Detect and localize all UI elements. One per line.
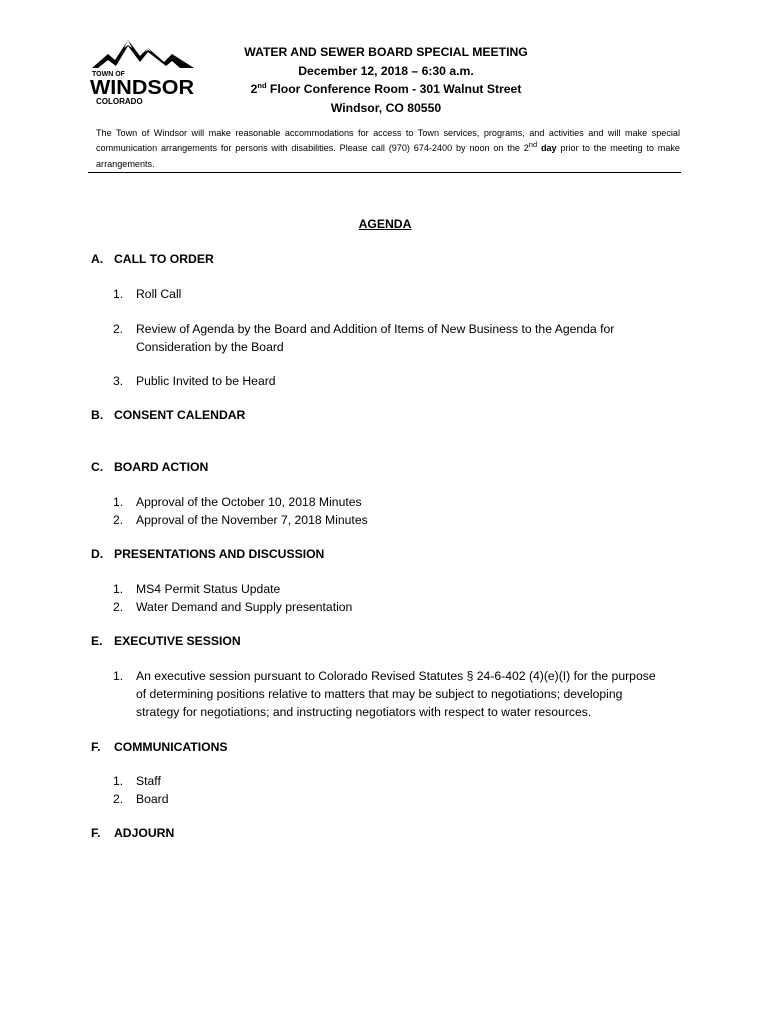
section-letter: E. (91, 634, 103, 648)
item-text: ADJOURN (114, 826, 175, 840)
item-number: 2. (113, 513, 124, 527)
item-text: Board (136, 792, 169, 806)
logo-colorado: COLORADO (96, 97, 143, 106)
item-text: CONSENT CALENDAR (114, 408, 246, 422)
agenda-heading: AGENDA (358, 217, 412, 231)
section-letter: A. (91, 252, 104, 266)
logo-town-of: TOWN OF (92, 71, 125, 78)
item-text: COMMUNICATIONS (114, 740, 228, 754)
item-text: Water Demand and Supply presentation (136, 600, 353, 614)
item-number: 1. (113, 495, 124, 509)
item-text: Roll Call (136, 287, 182, 301)
mountain-range-icon (92, 40, 194, 68)
section-presentations (91, 547, 324, 561)
section-letter: B. (91, 408, 104, 422)
accessibility-notice: The Town of Windsor will make reasonable accommodations for access to Town services, programs, and activities and will make special communication arrangements for persons with disabilities. Please call (970) 674-2400 by noon on the 2nd day prior to the meeting to make arrangements. (96, 128, 680, 169)
item-number: 2. (113, 600, 124, 614)
town-of-windsor-logo (88, 34, 198, 108)
meeting-title: WATER AND SEWER BOARD SPECIAL MEETING (244, 45, 528, 59)
section-board-action (91, 460, 208, 474)
section-letter: F. (91, 826, 101, 840)
item-number: 1. (113, 669, 124, 683)
section-consent-calendar (91, 408, 245, 422)
item-text: Staff (136, 774, 161, 788)
section-letter: D. (91, 547, 104, 561)
item-text: EXECUTIVE SESSION (114, 634, 241, 648)
logo-windsor: WINDSOR (90, 77, 195, 99)
item-text: BOARD ACTION (114, 460, 209, 474)
section-communications (91, 740, 228, 754)
item-number: 1. (113, 287, 124, 301)
item-number: 3. (113, 374, 124, 388)
item-number: 1. (113, 774, 124, 788)
section-call-to-order (91, 252, 214, 266)
item-number: 2. (113, 322, 124, 336)
meeting-date: December 12, 2018 – 6:30 a.m. (298, 63, 474, 78)
header-divider (88, 172, 681, 173)
section-adjourn (91, 826, 174, 840)
item-text: strategy for negotiations; and instructing negotiators with respect to water resources. (136, 705, 592, 719)
item-text: An executive session pursuant to Colorado Revised Statutes § 24-6-402 (4)(e)(I) for the purpose (136, 669, 656, 683)
meeting-location: 2nd Floor Conference Room - 301 Walnut Street (250, 80, 522, 96)
item-text: of determining positions relative to matters that may be subject to negotiations; developing (136, 687, 623, 701)
section-executive-session (91, 634, 241, 648)
item-number: 2. (113, 792, 124, 806)
item-number: 1. (113, 582, 124, 596)
item-text: Approval of the November 7, 2018 Minutes (136, 513, 368, 527)
item-text: Approval of the October 10, 2018 Minutes (136, 495, 362, 509)
item-text: Consideration by the Board (136, 340, 284, 354)
section-letter: C. (91, 460, 104, 474)
item-text: CALL TO ORDER (114, 252, 214, 266)
item-text: Review of Agenda by the Board and Addition of Items of New Business to the Agenda for (136, 322, 615, 336)
item-text: MS4 Permit Status Update (136, 582, 281, 596)
item-text: PRESENTATIONS AND DISCUSSION (114, 547, 325, 561)
section-letter: F. (91, 740, 101, 754)
meeting-header (210, 43, 562, 117)
item-text: Public Invited to be Heard (136, 374, 276, 388)
meeting-city: Windsor, CO 80550 (330, 100, 442, 115)
